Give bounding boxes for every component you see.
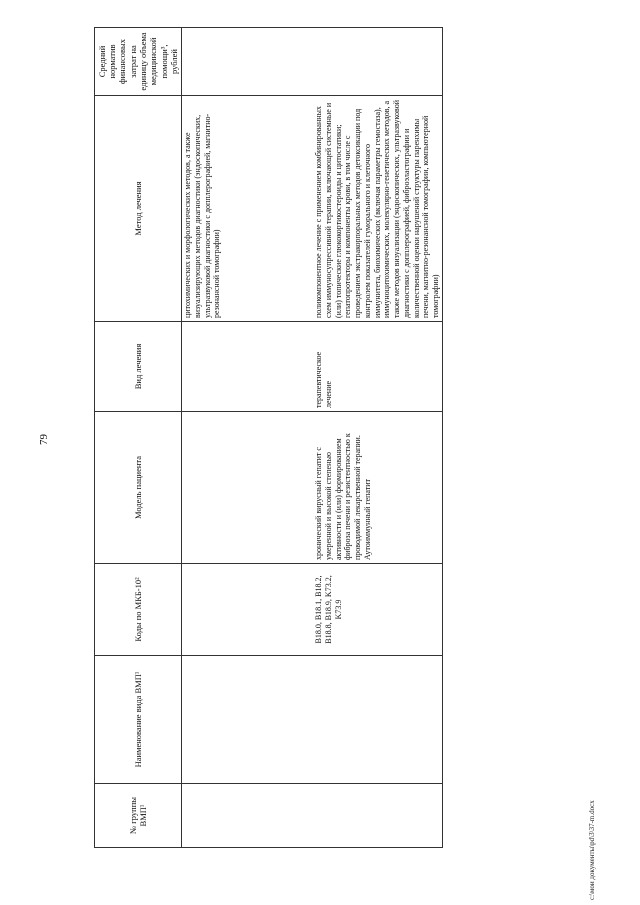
cell-method: цитохимических и морфологических методов, а также визуализирующих методов диагностики (эндоскопических, ультразвуковой диагностики с допплерографией, магнитно-резонансной томографии) <box>182 96 309 322</box>
cell-cost <box>182 28 309 96</box>
cell-model <box>182 412 309 564</box>
cell-treatment: терапевтическое лечение <box>308 322 442 412</box>
header-group: № группы ВМП¹ <box>95 784 182 848</box>
vmp-table <box>94 27 443 848</box>
header-name: Наименование вида ВМП¹ <box>95 656 182 784</box>
cell-codes <box>182 564 309 656</box>
cell-model <box>308 412 442 564</box>
cell-group <box>308 784 442 848</box>
cell-group <box>182 784 309 848</box>
header-method: Метод лечения <box>95 96 182 322</box>
page-number: 79 <box>38 434 50 445</box>
cell-cost <box>308 28 442 96</box>
model-text: Аутоиммунный гепатит <box>362 478 372 560</box>
header-codes: Коды по МКБ-10² <box>95 564 182 656</box>
footer-file-path: c:\мои документы\pd\3\37-m.docx <box>588 800 596 900</box>
cell-codes: B18.0, B18.1, B18.2, B18.8, B18.9, K73.2, K73.9 <box>308 564 442 656</box>
cell-name <box>182 656 309 784</box>
cell-treatment <box>182 322 309 412</box>
model-text: хронический вирусный гепатит с умеренной и высокой степенью активности и (или) формированием фиброза печени и резистентностью к проводимой лекарственной терапии. <box>314 433 362 560</box>
table-row <box>308 28 442 848</box>
header-treatment: Вид лечения <box>95 322 182 412</box>
cell-method: поликомпонентное лечение с применением комбинированных схем иммуносупрессивной терапии, включающей системные и (или) топические глюкокортикостероиды и цитостатики; гепатопротекторы и компоненты крови, в том числе с проведением экстракорпоральных методов детоксикации под контролем показателей гуморального и клеточного иммунитета, биохимических (включая параметры гемостаза), иммуноцитохимических, молекулярно-генетических методов, а также методов визуализации (эндоскопических, ультразвуковой диагностики с допплерографией, фиброэластографии и количественной оценки нарушений структуры паренхимы печени, магнитно-резонансной томографии, компьютерной томографии) <box>308 96 442 322</box>
cell-name <box>308 656 442 784</box>
header-model: Модель пациента <box>95 412 182 564</box>
table-row <box>182 28 309 848</box>
table-wrapper <box>94 28 556 848</box>
header-cost: Средний норматив финансовых затрат на единицу объема медицинской помощи³, рублей <box>95 28 182 96</box>
table-header-row <box>95 28 182 848</box>
